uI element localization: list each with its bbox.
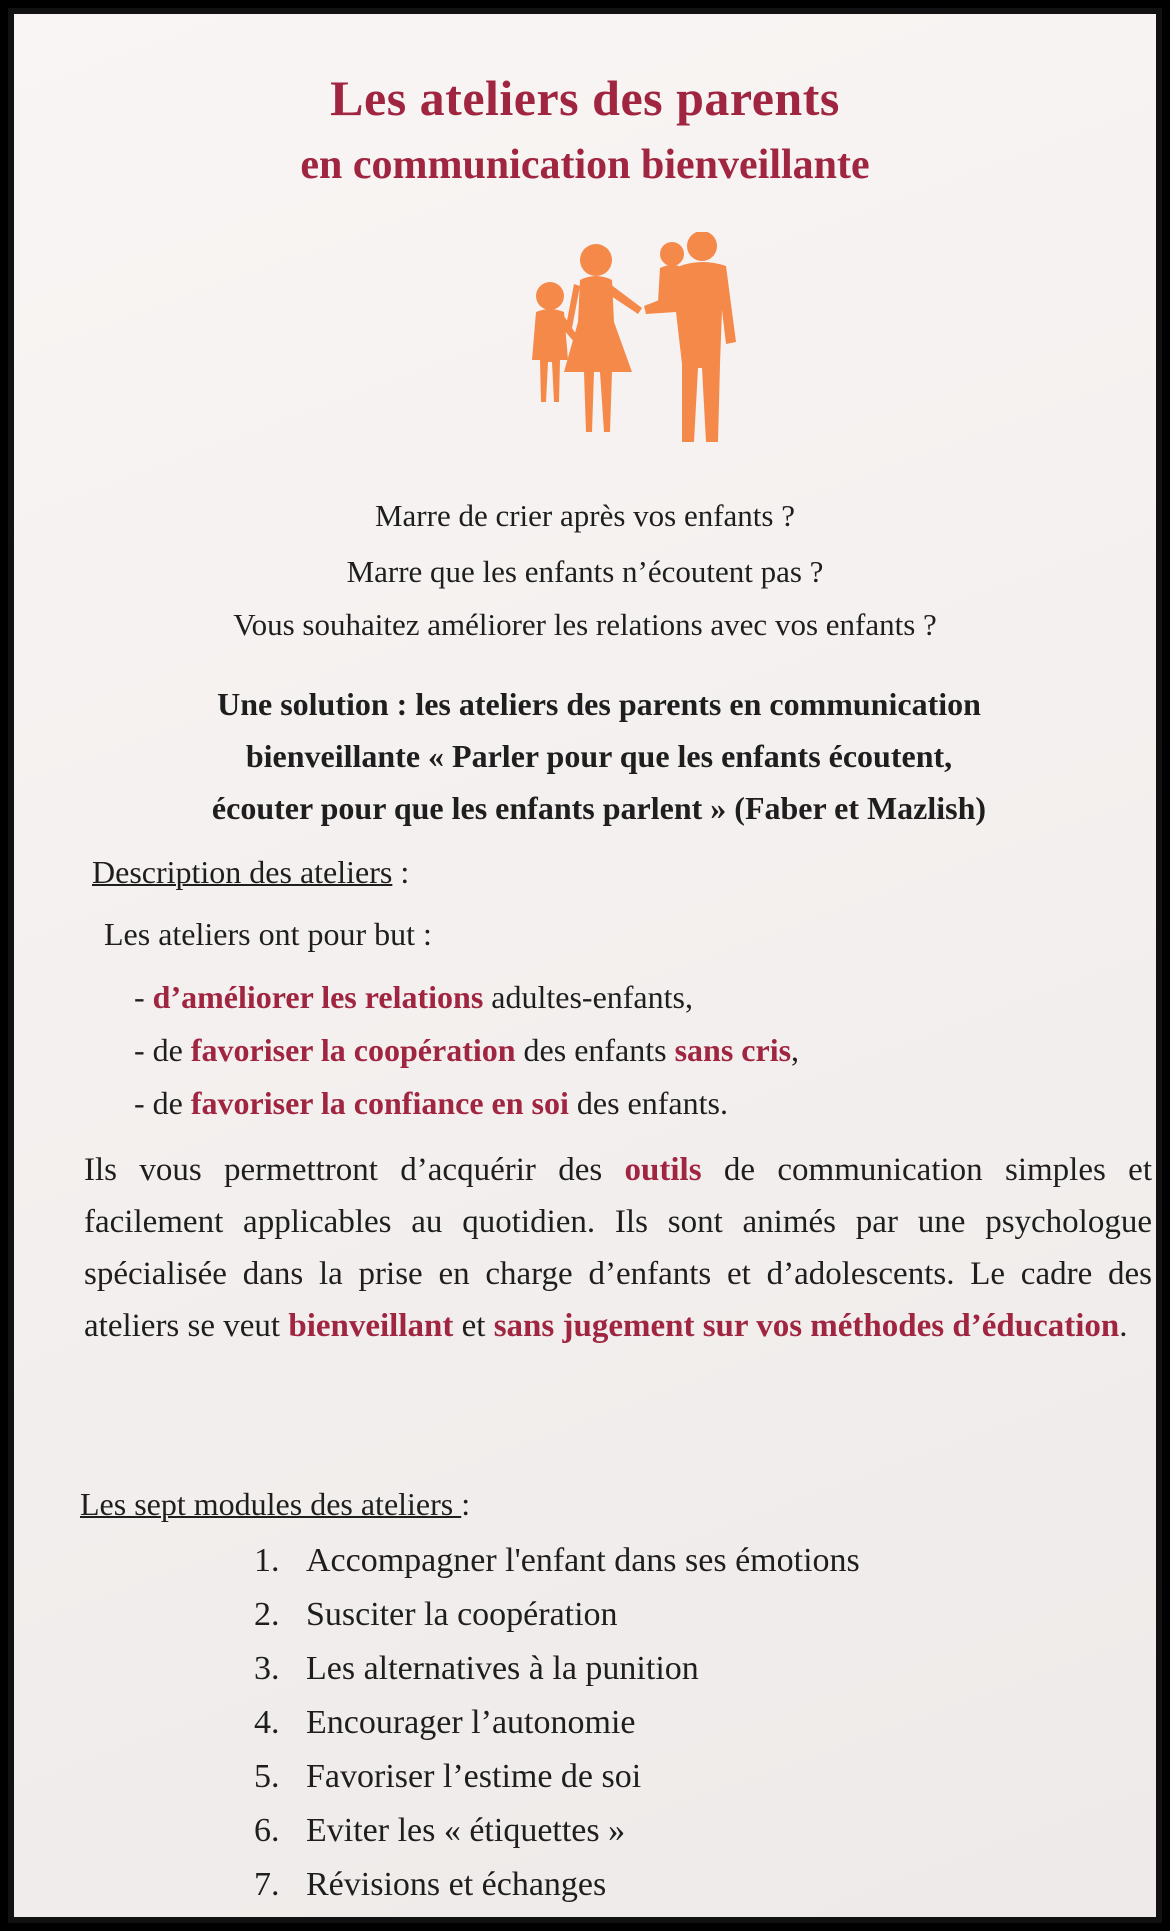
paragraph-text: .	[1119, 1308, 1128, 1344]
module-item	[254, 1696, 860, 1750]
module-item	[254, 1858, 860, 1912]
module-item	[254, 1588, 860, 1642]
paragraph-highlight-bienveillant: bienveillant	[288, 1308, 454, 1344]
paragraph-text: de communication simples et facilement applicables au quotidien. Ils sont animés par une psychologue spécialisée dans la prise en charge d’enfants et d’adolescents. Le cadre des ateliers se veut	[84, 1152, 1152, 1344]
module-number: 1.	[254, 1542, 280, 1579]
solution-line-1: Une solution : les ateliers des parents en communication	[217, 686, 981, 722]
goal-highlight: d’améliorer les relations	[152, 979, 484, 1015]
goal-suffix: adultes-enfants,	[483, 979, 693, 1015]
description-heading-text: Description des ateliers	[92, 854, 393, 890]
module-label: Accompagner l'enfant dans ses émotions	[306, 1542, 860, 1579]
module-item	[254, 1642, 860, 1696]
module-label: Les alternatives à la punition	[306, 1650, 699, 1687]
module-number: 2.	[254, 1596, 280, 1633]
module-label: Encourager l’autonomie	[306, 1704, 636, 1741]
goal-item	[134, 971, 799, 1024]
flyer	[8, 8, 1162, 1923]
question-2: Marre que les enfants n’écoutent pas ?	[346, 554, 824, 589]
solution-line-2: bienveillante « Parler pour que les enfants écoutent,	[245, 738, 953, 774]
module-number: 6.	[254, 1812, 280, 1849]
goal-item	[134, 1077, 799, 1130]
goal-prefix: - de	[134, 1085, 191, 1121]
module-number: 3.	[254, 1650, 280, 1687]
goal-suffix: des enfants.	[568, 1085, 728, 1121]
goal-suffix: ,	[791, 1032, 800, 1068]
family-silhouette-icon	[514, 232, 754, 442]
goal-highlight: favoriser la confiance en soi	[190, 1085, 569, 1121]
question-3: Vous souhaitez améliorer les relations avec vos enfants ?	[233, 607, 937, 642]
module-item	[254, 1804, 860, 1858]
description-heading	[92, 854, 409, 891]
modules-heading-colon: :	[461, 1486, 471, 1522]
goal-middle: des enfants	[515, 1032, 675, 1068]
question-1: Marre de crier après vos enfants ?	[374, 498, 795, 533]
module-label: Révisions et échanges	[306, 1866, 607, 1903]
goal-highlight: favoriser la coopération	[190, 1032, 516, 1068]
module-number: 5.	[254, 1758, 280, 1795]
paragraph-text: Ils vous permettront d’acquérir des	[84, 1152, 625, 1188]
goals-list	[134, 971, 799, 1130]
paragraph-highlight-outils: outils	[624, 1152, 702, 1188]
goal-prefix: - de	[134, 1032, 191, 1068]
modules-list	[254, 1534, 860, 1912]
title-line-1: Les ateliers des parents	[330, 70, 840, 126]
description-paragraph	[84, 1144, 1152, 1352]
goal-item	[134, 1024, 799, 1077]
module-item	[254, 1534, 860, 1588]
goal-highlight-2: sans cris	[674, 1032, 792, 1068]
paragraph-text: et	[453, 1308, 494, 1344]
goals-intro: Les ateliers ont pour but :	[104, 916, 432, 952]
solution-line-3: écouter pour que les enfants parlent » (Faber et Mazlish)	[211, 790, 987, 826]
module-label: Eviter les « étiquettes »	[306, 1812, 626, 1849]
paragraph-highlight-sans-jugement: sans jugement sur vos méthodes d’éducation	[493, 1308, 1120, 1344]
module-label: Susciter la coopération	[306, 1596, 618, 1633]
solution-text	[74, 678, 1124, 834]
module-label: Favoriser l’estime de soi	[306, 1758, 642, 1795]
module-number: 7.	[254, 1866, 280, 1903]
module-item	[254, 1750, 860, 1804]
goal-prefix: -	[134, 979, 153, 1015]
module-number: 4.	[254, 1704, 280, 1741]
modules-heading-text: Les sept modules des ateliers	[80, 1486, 462, 1522]
modules-heading	[80, 1486, 470, 1523]
description-heading-colon: :	[392, 854, 410, 890]
title-line-2: en communication bienveillante	[300, 142, 870, 188]
